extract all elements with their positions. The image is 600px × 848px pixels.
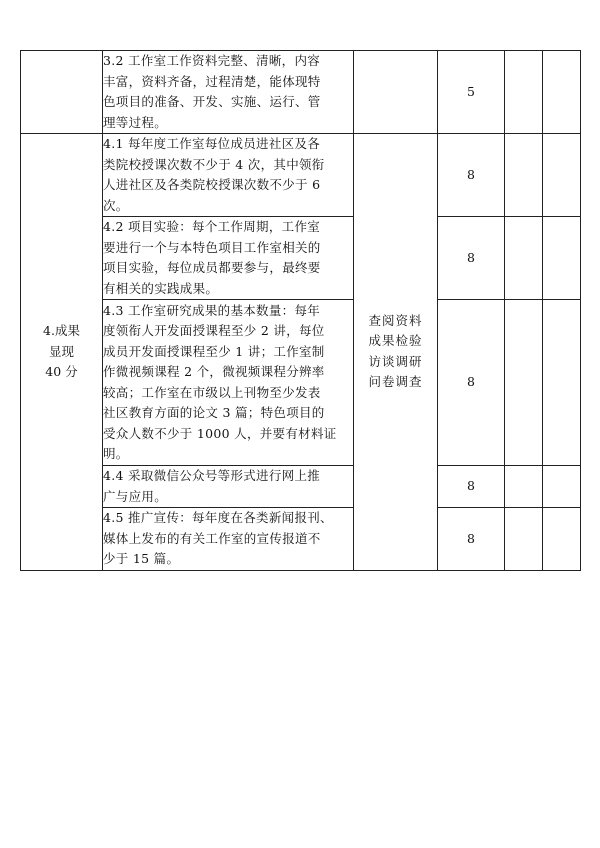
method-cell-prev <box>354 51 438 134</box>
criterion-line: 色项目的准备、开发、实施、运行、管 <box>103 94 321 109</box>
criterion-3-2 <box>103 51 354 134</box>
category-line: 4.成果 <box>43 323 80 338</box>
score-cell: 8 <box>438 466 505 508</box>
criterion-line: 社区教育方面的论文 3 篇；特色项目的 <box>103 405 325 420</box>
method-line: 成果检验 <box>368 333 423 349</box>
criterion-4-2 <box>103 217 354 300</box>
criterion-line: 广与应用。 <box>103 488 168 504</box>
criterion-line: 丰富，资料齐备，过程清楚，能体现特 <box>103 73 321 89</box>
criterion-line: 4.5 推广宣传：每年度在各类新闻报刊、 <box>103 510 333 525</box>
criterion-line: 4.1 每年度工作室每位成员进社区及各 <box>103 136 321 151</box>
blank-cell <box>543 134 581 217</box>
criterion-line: 媒体上发布的有关工作室的宣传报道不 <box>103 530 321 546</box>
table-row <box>21 466 581 508</box>
table-row <box>21 508 581 571</box>
blank-cell <box>543 51 581 134</box>
criterion-line: 成员开发面授课程至少 1 讲；工作室制 <box>103 343 325 359</box>
blank-cell <box>505 217 543 300</box>
criterion-line: 3.2 工作室工作资料完整、清晰，内容 <box>103 53 321 68</box>
criterion-line: 较高；工作室在市级以上刊物至少发表 <box>103 384 321 400</box>
score-cell: 5 <box>438 51 505 134</box>
criterion-line: 有相关的实践成果。 <box>103 280 219 296</box>
category-cell-prev <box>21 51 103 134</box>
blank-cell <box>505 300 543 466</box>
method-line: 查阅资料 <box>368 312 423 328</box>
method-cell <box>354 134 438 571</box>
criterion-line: 要进行一个与本特色项目工作室相关的 <box>103 239 321 255</box>
score-cell: 8 <box>438 508 505 571</box>
criterion-line: 作微视频课程 2 个，微视频课程分辨率 <box>103 364 325 379</box>
criterion-line: 明。 <box>103 446 129 461</box>
criterion-line: 次。 <box>103 197 129 213</box>
blank-cell <box>505 508 543 571</box>
score-cell: 8 <box>438 300 505 466</box>
method-line: 问卷调查 <box>368 374 423 390</box>
criterion-line: 类院校授课次数不少于 4 次，其中领衔 <box>103 156 325 172</box>
blank-cell <box>505 466 543 508</box>
blank-cell <box>543 217 581 300</box>
table-row <box>21 51 581 134</box>
criterion-line: 4.2 项目实验：每个工作周期，工作室 <box>103 219 321 234</box>
criterion-line: 理等过程。 <box>103 114 168 130</box>
blank-cell <box>543 508 581 571</box>
blank-cell <box>543 300 581 466</box>
blank-cell <box>505 51 543 134</box>
blank-cell <box>505 134 543 217</box>
table-row <box>21 134 581 217</box>
score-cell: 8 <box>438 217 505 300</box>
criterion-4-4 <box>103 466 354 508</box>
criterion-line: 4.3 工作室研究成果的基本数量：每年 <box>103 302 321 318</box>
criterion-4-5 <box>103 508 354 571</box>
category-line: 40 分 <box>45 364 78 379</box>
evaluation-table <box>20 50 581 571</box>
category-line: 显现 <box>48 343 74 359</box>
criterion-4-3 <box>103 300 354 466</box>
table-row <box>21 300 581 466</box>
criterion-line: 项目实验，每位成员都要参与，最终要 <box>103 260 321 275</box>
table-row <box>21 217 581 300</box>
blank-cell <box>543 466 581 508</box>
criterion-line: 少于 15 篇。 <box>103 551 180 566</box>
criterion-line: 人进社区及各类院校授课次数不少于 6 <box>103 177 321 192</box>
criterion-line: 4.4 采取微信公众号等形式进行网上推 <box>103 468 321 483</box>
score-cell: 8 <box>438 134 505 217</box>
criterion-line: 度领衔人开发面授课程至少 2 讲，每位 <box>103 323 325 338</box>
category-cell <box>21 134 103 571</box>
criterion-line: 受众人数不少于 1000 人，并要有材料证 <box>103 425 337 441</box>
criterion-4-1 <box>103 134 354 217</box>
method-line: 访谈调研 <box>368 353 423 369</box>
